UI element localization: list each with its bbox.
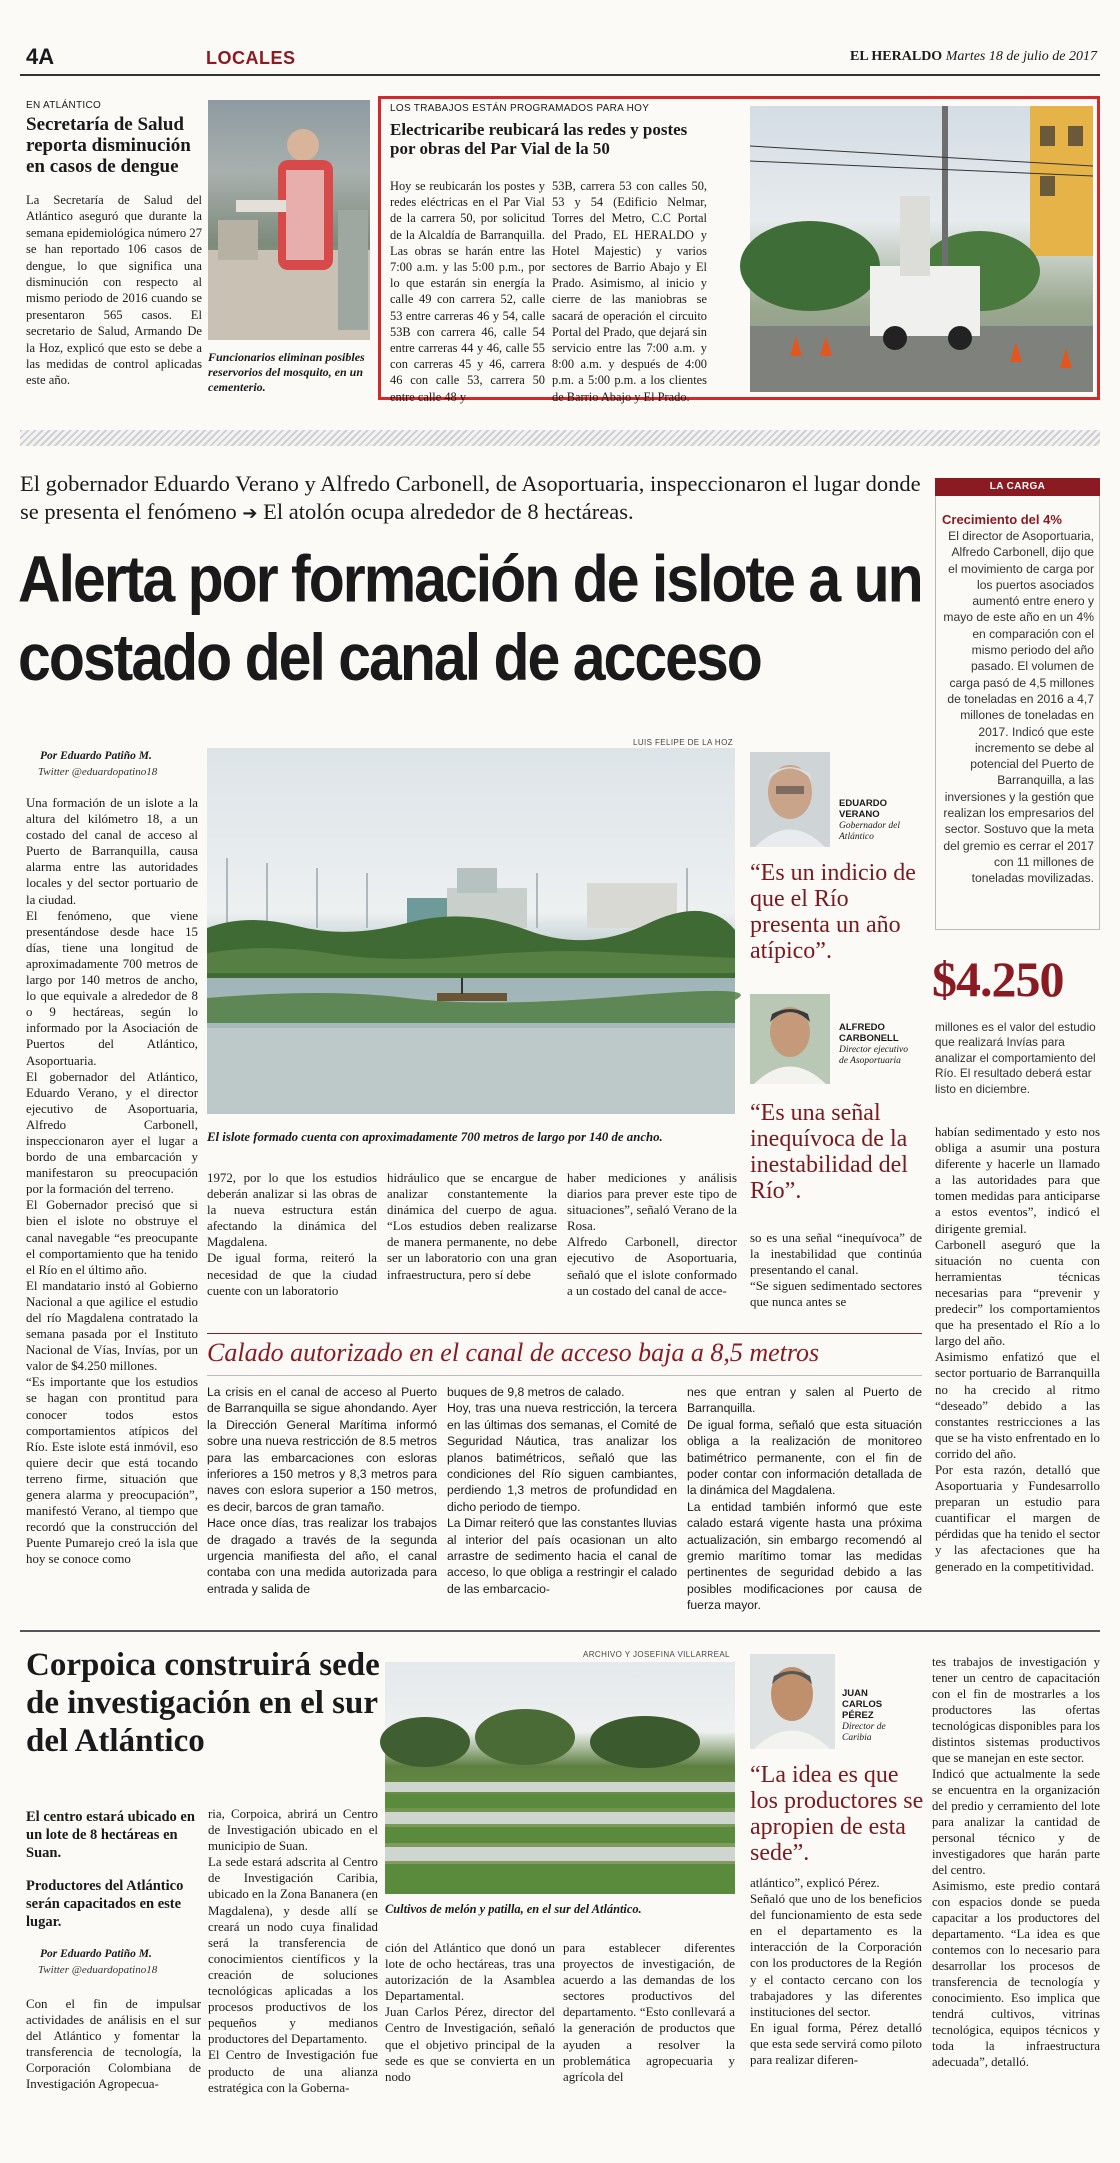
islote-deck (20, 470, 925, 528)
calado-col2: buques de 9,8 metros de calado. Hoy, tras una nueva restricción, la tercera en las últimas dos semanas, el Comité de Seguridad Náutica, tras analizar los planos batimétricos, señaló que las condiciones del Río siguen cambiantes, perdiendo 1,3 metros de profundidad en dicho periodo de tiempo. La Dimar reiteró que las constantes lluvias al interior del país ocasionan un alto arrastre de sedimento hacia el canal de acceso, lo que obliga a restringir el calado de las embarcacio- (447, 1385, 677, 1596)
page-number: 4A (26, 44, 55, 69)
issue-date: Martes 18 de julio de 2017 (945, 49, 1097, 64)
stat-text: millones es el valor del estudio que realizará Invías para analizar el comportamiento del Río. El resultado deberá estar listo en diciembre. (935, 1020, 1096, 1096)
carga-title: Crecimiento del 4% (942, 512, 1062, 527)
islote-photo (207, 748, 735, 1114)
islote-deck-tail: El atolón ocupa alrededor de 8 hectáreas. (263, 499, 634, 524)
islote-byline: Por Eduardo Patiño M. (40, 750, 152, 762)
islote-col2: 1972, por lo que los estudios deberán analizar si las obras de la nueva estructura están afectando la dinámica del Magdalena. De igual forma, reiteró la necesidad de que la ciudad cuente con un laboratorio (207, 1171, 377, 1298)
islote-col6: habían sedimentado y esto nos obliga a asumir una postura diferente y hacerle un llamado a las autoridades para que tomen medidas para anticiparse a estos eventos”, indicó el dirigente gremial. Carbonell aseguró que la situación no cuenta con herramientas técnicas necesarias para “prevenir y predecir” los comportamientos que ha presentado el Río a lo largo del año. Asimismo enfatizó que el sector portuario de Barranquilla no ha crecido al ritmo “deseado” debido a las constantes restricciones a las que se ha visto enfrentado en lo corrido del año. Por esta razón, detalló que Asoportuaria y Fundesarrollo preparan un estudio para cuantificar el margen de pérdidas que ha tenido el sector y las afectaciones que ha generado en la competitividad. (935, 1125, 1100, 1574)
islote-col3: hidráulico que se encargue de analizar constantemente la dinámica del cuerpo de agua. “Los estudios deben realizarse de manera permanente, no debe ser un laboratorio con una gran infraestructura, pero sí debe (387, 1171, 557, 1282)
calado-rule-bottom (207, 1375, 922, 1376)
carbonell-quote: “Es una señal inequívoca de la inestabilidad del Río”. (750, 1100, 908, 1204)
corpoica-col1: ria, Corpoica, abrirá un Centro de Investigación ubicado en el municipio de Suan. La sede estará adscrita al Centro de Investigación Caribia, ubicado en la Zona Bananera (en Magdalena), y desde allí se creará un nodo cuya finalidad será la transferencia de conocimientos científicos y la creación de soluciones tecnológicas aplicadas a los procesos productivos de los pequeños y medianos productores del Departamento. El Centro de Investigación fue producto de una alianza estratégica con la Goberna- (208, 1807, 379, 2095)
electricaribe-col2: 53B, carrera 53 con calles 50, 53 y 54 (Edificio Nelmar, Torres del Metro, C.C Portal del Prado, EL HERALDO y Hotel Majestic) y varios sectores de Barrio Abajo y El Prado. Asimismo, al inicio y cierre de las maniobras se sacará de operación el circuito Portal del Prado, que dejará sin servicio entre las 7:00 a.m. y 8:00 a.m. y después de 4:00 p.m. a 5:00 p.m. a los clientes de Barrio Abajo y El Prado. (552, 179, 707, 404)
islote-caption: El islote formado cuenta con aproximadamente 700 metros de largo por 140 de ancho. (207, 1130, 663, 1144)
corpoica-headline: Corpoica construirá sede de investigación en el sur del Atlántico (26, 1647, 380, 1759)
perez-quote: “La idea es que los productores se apropien de esta sede”. (750, 1762, 924, 1866)
electricaribe-col1: Hoy se reubicarán los postes y redes eléctricas en el Par Vial de la carrera 50, por solicitud de la Alcaldía de Barranquilla. Las obras se harán entre las 7:00 a.m. y las 5:00 p.m., por lo que estarán sin energía la calle 49 con carrera 52, calle 53 entre carreras 46 y 54, calle 53B con carrera 46, calle 54 entre carreras 44 y 46, calle 55 con carreras 45 y 46, carrera 46 con calle 53, carrera 50 entre calle 48 y (390, 179, 545, 404)
stat-value: $4.250 (932, 951, 1064, 1007)
corpoica-col3: para establecer diferentes proyectos de investigación, de acuerdo a las demandas de los sectores productivos del departamento. “Esto conllevará a la generación de productos que ayuden a resolver la problemática agropecuaria y agrícola del (563, 1941, 735, 2084)
dengue-photo (208, 100, 370, 340)
corpoica-col4: atlántico”, explicó Pérez. Señaló que uno de los beneficios del funcionamiento de esta sede en el departamento es la interacción de la Corporación con los productores de la Región y el contacto cercano con los trabajadores y las diferentes instituciones del sector. En igual forma, Pérez detalló que esta sede servirá como piloto para realizar diferen- (750, 1876, 922, 2068)
corpoica-caption: Cultivos de melón y patilla, en el sur del Atlántico. (385, 1902, 642, 1916)
calado-headline: Calado autorizado en el canal de acceso baja a 8,5 metros (207, 1338, 820, 1367)
corpoica-col2: ción del Atlántico que donó un lote de ocho hectáreas, tras una autorización de la Asamblea Departamental. Juan Carlos Pérez, director del Centro de Investigación, señaló que el objetivo principal de la sede es que se convierta en un nodo (385, 1941, 555, 2084)
electricaribe-headline: Electricaribe reubicará las redes y postes por obras del Par Vial de la 50 (390, 120, 688, 158)
carbonell-photo (750, 994, 830, 1084)
corpoica-col5: tes trabajos de investigación y tener un centro de capacitación con el fin de mostrarles a los productores las ofertas tecnológicas disponibles para los distintos sistemas productivos que se manejan en este sector. Indicó que actualmente la sede se encuentra en la organización del predio y cerramiento del lote para analizar la cantidad de personal técnico y de investigadores que harán parte del centro. Asimismo, este predio contará con espacios donde se pueda capacitar a los productores del departamento. “La idea es que contemos con lo necesario para desarrollar los procesos de transferencia de tecnología y conocimiento. Eso implica que tendrá cultivos, vitrinas tecnológica, equipos técnicos y toda la infraestructura adecuada”, detalló. (932, 1655, 1100, 2069)
dengue-kicker: EN ATLÁNTICO (26, 100, 102, 111)
perez-role: Director de Caribia (842, 1722, 886, 1743)
verano-name: EDUARDO VERANO (839, 798, 888, 820)
arrow-right-icon: ➔ (242, 503, 258, 524)
lower-section-rule (20, 1630, 1100, 1632)
corpoica-col0: Con el fin de impulsar actividades de análisis en el sur del Atlántico y fomentar la transferencia de tecnología, la Corporación Colombiana de Investigación Agropecua- (26, 1997, 201, 2092)
corpoica-photo (385, 1662, 735, 1894)
calado-col1: La crisis en el canal de acceso al Puerto de Barranquilla se sigue ahondando. Ayer la Dirección General Marítima informó sobre una nueva restricción de 8.5 metros para las embarcaciones con esloras inferiores a 150 metros y 8,3 metros para naves con eslora superior a 150 metros, es decir, barcos de gran tamaño. Hace once días, tras realizar los trabajos de dragado a través de la segunda urgencia manifiesta del año, el canal contaba con una medida autorizada para entrada y salida de (207, 1385, 437, 1596)
electricaribe-photo (750, 106, 1093, 392)
carbonell-name: ALFREDO CARBONELL (839, 1022, 899, 1044)
carga-body: El director de Asoportuaria, Alfredo Carbonell, dijo que el movimiento de carga por los puertos asociados aumentó entre enero y mayo de este año en un 4% en comparación con el mismo periodo del año pasado. El volumen de carga pasó de 4,5 millones de toneladas en 2016 a 4,7 millones de toneladas en 2017. Indicó que este incremento se debe al potencial del Puerto de Barranquilla, a las inversiones y la gestión que realizan los empresarios del sector. Sostuvo que la meta del gremio es cerrar el 2017 con 11 millones de toneladas movilizadas. (943, 529, 1094, 886)
dengue-body: La Secretaría de Salud del Atlántico aseguró que durante la semana epidemiológica número 27 se han reportado 106 casos de dengue, lo que significa una disminución con respecto al mismo periodo de 2016 cuando se presentaron 565 casos. El secretario de Salud, Armando De la Hoz, explicó que esto se debe a las medidas de control aplicadas este año. (26, 193, 202, 388)
corpoica-byline: Por Eduardo Patiño M. (40, 1948, 152, 1960)
electricaribe-kicker: LOS TRABAJOS ESTÁN PROGRAMADOS PARA HOY (390, 103, 650, 114)
islote-photo-credit: LUIS FELIPE DE LA HOZ (633, 738, 733, 747)
calado-rule (207, 1333, 922, 1334)
islote-col5: so es una señal “inequívoca” de la inestabilidad que continúa presentando el canal. “Se siguen sedimentado sectores que nunca antes se (750, 1231, 922, 1310)
islote-deck-text: El gobernador Eduardo Verano y Alfredo Carbonell, de Asoportuaria, inspeccionaron el lugar donde se presenta el fenómeno (20, 471, 921, 524)
masthead (850, 49, 1097, 65)
carbonell-role: Director ejecutivo de Asoportuaria (839, 1045, 909, 1066)
dengue-headline: Secretaría de Salud reporta disminución en casos de dengue (26, 114, 191, 177)
corpoica-twitter: Twitter @eduardopatino18 (38, 1964, 158, 1976)
corpoica-sub1: El centro estará ubicado en un lote de 8 hectáreas en Suan. (26, 1809, 195, 1861)
islote-twitter: Twitter @eduardopatino18 (38, 766, 158, 778)
header-rule (20, 74, 1100, 76)
perez-name: JUAN CARLOS PÉREZ (842, 1688, 883, 1721)
verano-quote: “Es un indicio de que el Río presenta un año atípico”. (750, 860, 916, 964)
islote-headline: Alerta por formación de islote a un costado del canal de acceso (18, 542, 922, 695)
perez-photo (750, 1654, 835, 1749)
dengue-caption: Funcionarios eliminan posibles reservorios del mosquito, en un cementerio. (208, 350, 365, 394)
islote-col1: Una formación de un islote a la altura del kilómetro 18, a un costado del canal de acceso al Puerto de Barranquilla, causa alarma entre las autoridades locales y del sector portuario de la ciudad. El fenómeno, que viene presentándose desde hace 15 días, tiene una longitud de aproximadamente 700 metros de largo por 140 metros de ancho, lo que equivale a alrededor de 8 o 9 hectáreas, según lo informado por la Asociación de Puertos del Atlántico, Asoportuaria. El gobernador del Atlántico, Eduardo Verano, y el director ejecutivo de Asoportuaria, Alfredo Carbonell, inspeccionaron ayer el lugar a bordo de una embarcación y manifestaron su preocupación por la formación del terreno. El Gobernador precisó que si bien el islote no obstruye el canal navegable “es preocupante el comportamiento que ha tenido el Río en el último año. El mandatario instó al Gobierno Nacional a que agilice el estudio del río Magdalena contratado la semana pasada por el Instituto Nacional de Vías, Invías, por un valor de $4.250 millones. “Es importante que los estudios se hagan con prontitud para conocer todos estos comportamientos atípicos del Río. Este islote está inmóvil, eso quiere decir que está tocando terreno firme, situación que genera alarma y preocupación”, manifestó Verano, al tiempo que recordó que la construcción del Puente Pumarejo creó la isla que hoy se conoce como (26, 796, 198, 1567)
calado-col3: nes que entran y salen al Puerto de Barranquilla. De igual forma, señaló que esta situación obliga a la realización de monitoreo batimétrico permanente, con el fin de poder contar con información detallada de la dinámica del Magdalena. La entidad también informó que este calado estará vigente hasta una próxima actualización, sin embargo recomendó al gremio marítimo tomar las medidas pertinentes de seguridad debido a las posibles modificaciones por causa de fuerza mayor. (687, 1385, 922, 1613)
section-name: LOCALES (206, 48, 296, 68)
verano-role: Gobernador del Atlántico (839, 821, 900, 842)
islote-col4: haber mediciones y análisis diarios para prever este tipo de situaciones”, señaló Verano de la Rosa. Alfredo Carbonell, director ejecutivo de Asoportuaria, señaló que el islote conformado a un costado del canal de acce- (567, 1171, 737, 1298)
newspaper-name: EL HERALDO (850, 49, 943, 64)
corpoica-photo-credit: ARCHIVO Y JOSEFINA VILLARREAL (583, 1650, 730, 1659)
hatched-separator (20, 430, 1100, 446)
carga-tag: LA CARGA (935, 478, 1100, 496)
corpoica-sub2: Productores del Atlántico serán capacitados en este lugar. (26, 1878, 184, 1930)
verano-photo (750, 752, 830, 847)
